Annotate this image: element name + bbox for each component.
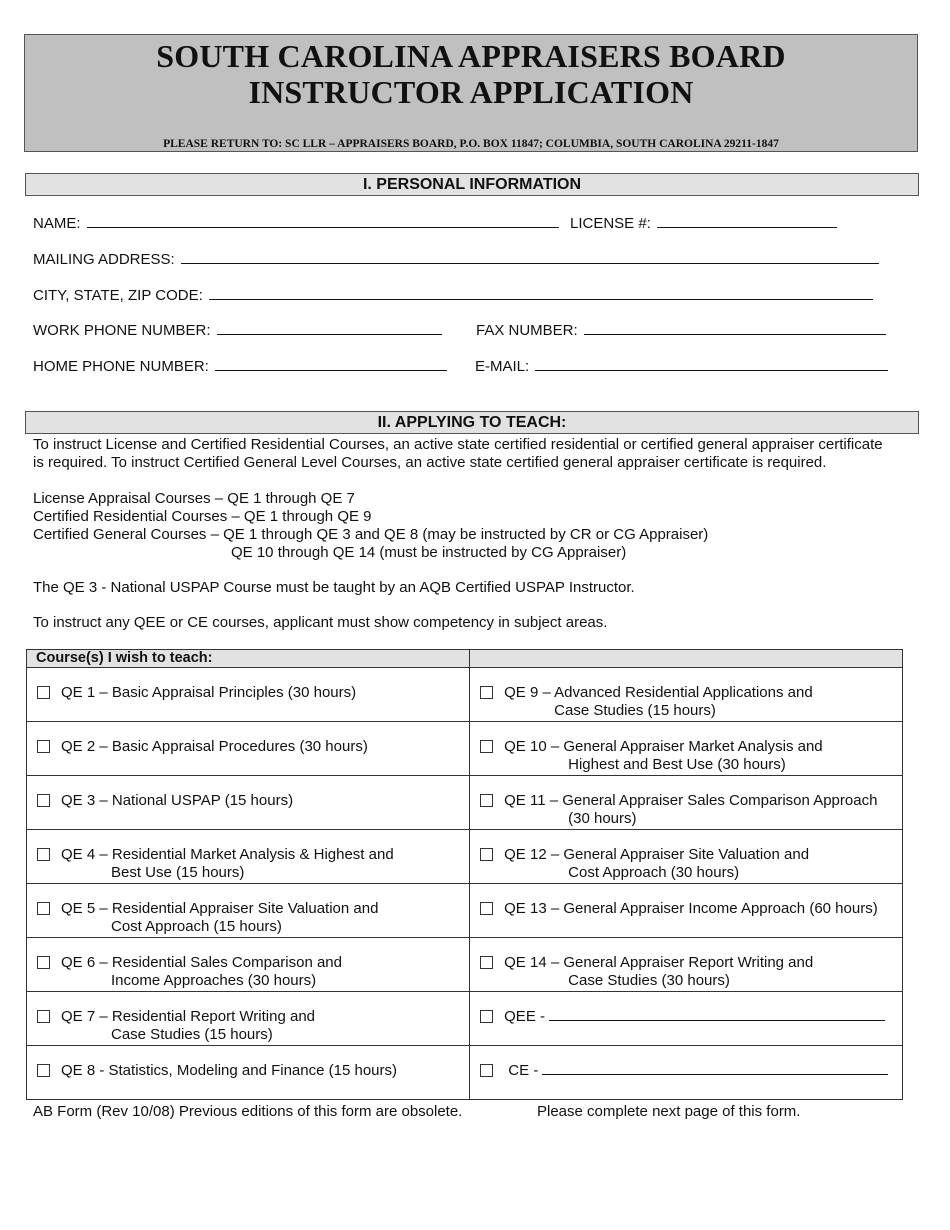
course-qe12: QE 12 – General Appraiser Site Valuation and Cost Approach (30 hours) [470, 830, 902, 882]
course-ce: CE - [470, 1046, 902, 1080]
checkbox-qe12[interactable] [480, 848, 493, 861]
checkbox-qe2[interactable] [37, 740, 50, 753]
checkbox-qe7[interactable] [37, 1010, 50, 1023]
course-qe9: QE 9 – Advanced Residential Applications and Case Studies (15 hours) [470, 668, 902, 720]
name-field[interactable] [87, 215, 559, 228]
course-qe14: QE 14 – General Appraiser Report Writing and Case Studies (30 hours) [470, 938, 902, 990]
name-label: NAME: [33, 215, 81, 232]
checkbox-qe6[interactable] [37, 956, 50, 969]
level-license: License Appraisal Courses – QE 1 through QE 7 [33, 490, 355, 507]
work-phone-field[interactable] [217, 322, 442, 335]
course-qe13: QE 13 – General Appraiser Income Approach (60 hours) [470, 884, 902, 918]
fax-row [476, 322, 886, 339]
email-row [475, 358, 888, 375]
license-label: LICENSE #: [570, 215, 651, 232]
checkbox-qe11[interactable] [480, 794, 493, 807]
intro-line2: is required. To instruct Certified General Level Courses, an active state certified general appraiser certificate is required. [33, 454, 827, 471]
qee-field[interactable] [549, 1008, 885, 1021]
course-qe1: QE 1 – Basic Appraisal Principles (30 hours) [27, 668, 469, 702]
form-title-line1: SOUTH CAROLINA APPRAISERS BOARD [156, 38, 786, 74]
email-label: E-MAIL: [475, 358, 530, 375]
home-phone-label: HOME PHONE NUMBER: [33, 358, 209, 375]
work-phone-label: WORK PHONE NUMBER: [33, 322, 211, 339]
license-field[interactable] [657, 215, 837, 228]
checkbox-qe14[interactable] [480, 956, 493, 969]
qee-note: To instruct any QEE or CE courses, applicant must show competency in subject areas. [33, 614, 608, 631]
section-applying-heading: II. APPLYING TO TEACH: [25, 411, 919, 434]
course-qe2: QE 2 – Basic Appraisal Procedures (30 hours) [27, 722, 469, 756]
ce-field[interactable] [542, 1062, 888, 1075]
course-qe5: QE 5 – Residential Appraiser Site Valuation and Cost Approach (15 hours) [27, 884, 469, 936]
mailing-address-label: MAILING ADDRESS: [33, 251, 175, 268]
home-phone-row [33, 358, 447, 375]
courses-header-left: Course(s) I wish to teach: [27, 650, 470, 668]
level-certified-general: Certified General Courses – QE 1 through QE 3 and QE 8 (may be instructed by CR or CG Appraiser) [33, 526, 709, 543]
mailing-address-row [33, 251, 879, 268]
courses-table [26, 649, 903, 1100]
uspap-note: The QE 3 - National USPAP Course must be taught by an AQB Certified USPAP Instructor. [33, 579, 635, 596]
checkbox-qe8[interactable] [37, 1064, 50, 1077]
intro-line1: To instruct License and Certified Residential Courses, an active state certified residential or certified general appraiser certificate [33, 436, 883, 453]
checkbox-qee[interactable] [480, 1010, 493, 1023]
email-field[interactable] [535, 358, 888, 371]
checkbox-qe3[interactable] [37, 794, 50, 807]
form-revision: AB Form (Rev 10/08) Previous editions of this form are obsolete. [33, 1103, 463, 1120]
license-row [570, 215, 837, 232]
city-state-zip-field[interactable] [209, 287, 873, 300]
return-address: PLEASE RETURN TO: SC LLR – APPRAISERS BOARD, P.O. BOX 11847; COLUMBIA, SOUTH CAROLINA 29211-1847 [163, 138, 779, 150]
checkbox-qe4[interactable] [37, 848, 50, 861]
course-qe10: QE 10 – General Appraiser Market Analysis and Highest and Best Use (30 hours) [470, 722, 902, 774]
name-row [33, 215, 559, 232]
section-personal-info-heading: I. PERSONAL INFORMATION [25, 173, 919, 196]
course-qee: QEE - [470, 992, 902, 1026]
course-qe11: QE 11 – General Appraiser Sales Comparison Approach (30 hours) [470, 776, 902, 828]
course-qe4: QE 4 – Residential Market Analysis & Highest and Best Use (15 hours) [27, 830, 469, 882]
form-header [24, 34, 918, 152]
checkbox-qe13[interactable] [480, 902, 493, 915]
checkbox-qe9[interactable] [480, 686, 493, 699]
courses-header-right [470, 650, 903, 668]
checkbox-ce[interactable] [480, 1064, 493, 1077]
course-qe6: QE 6 – Residential Sales Comparison and Income Approaches (30 hours) [27, 938, 469, 990]
checkbox-qe5[interactable] [37, 902, 50, 915]
city-state-zip-label: CITY, STATE, ZIP CODE: [33, 287, 203, 304]
checkbox-qe1[interactable] [37, 686, 50, 699]
next-page-note: Please complete next page of this form. [537, 1103, 801, 1120]
course-qe3: QE 3 – National USPAP (15 hours) [27, 776, 469, 810]
fax-label: FAX NUMBER: [476, 322, 578, 339]
checkbox-qe10[interactable] [480, 740, 493, 753]
home-phone-field[interactable] [215, 358, 447, 371]
fax-field[interactable] [584, 322, 886, 335]
course-qe8: QE 8 - Statistics, Modeling and Finance (15 hours) [27, 1046, 469, 1080]
level-certified-general-cont: QE 10 through QE 14 (must be instructed by CG Appraiser) [231, 544, 627, 561]
work-phone-row [33, 322, 442, 339]
mailing-address-field[interactable] [181, 251, 879, 264]
form-title-line2: INSTRUCTOR APPLICATION [248, 74, 694, 110]
level-certified-residential: Certified Residential Courses – QE 1 through QE 9 [33, 508, 372, 525]
course-qe7: QE 7 – Residential Report Writing and Case Studies (15 hours) [27, 992, 469, 1044]
city-state-zip-row [33, 287, 873, 304]
